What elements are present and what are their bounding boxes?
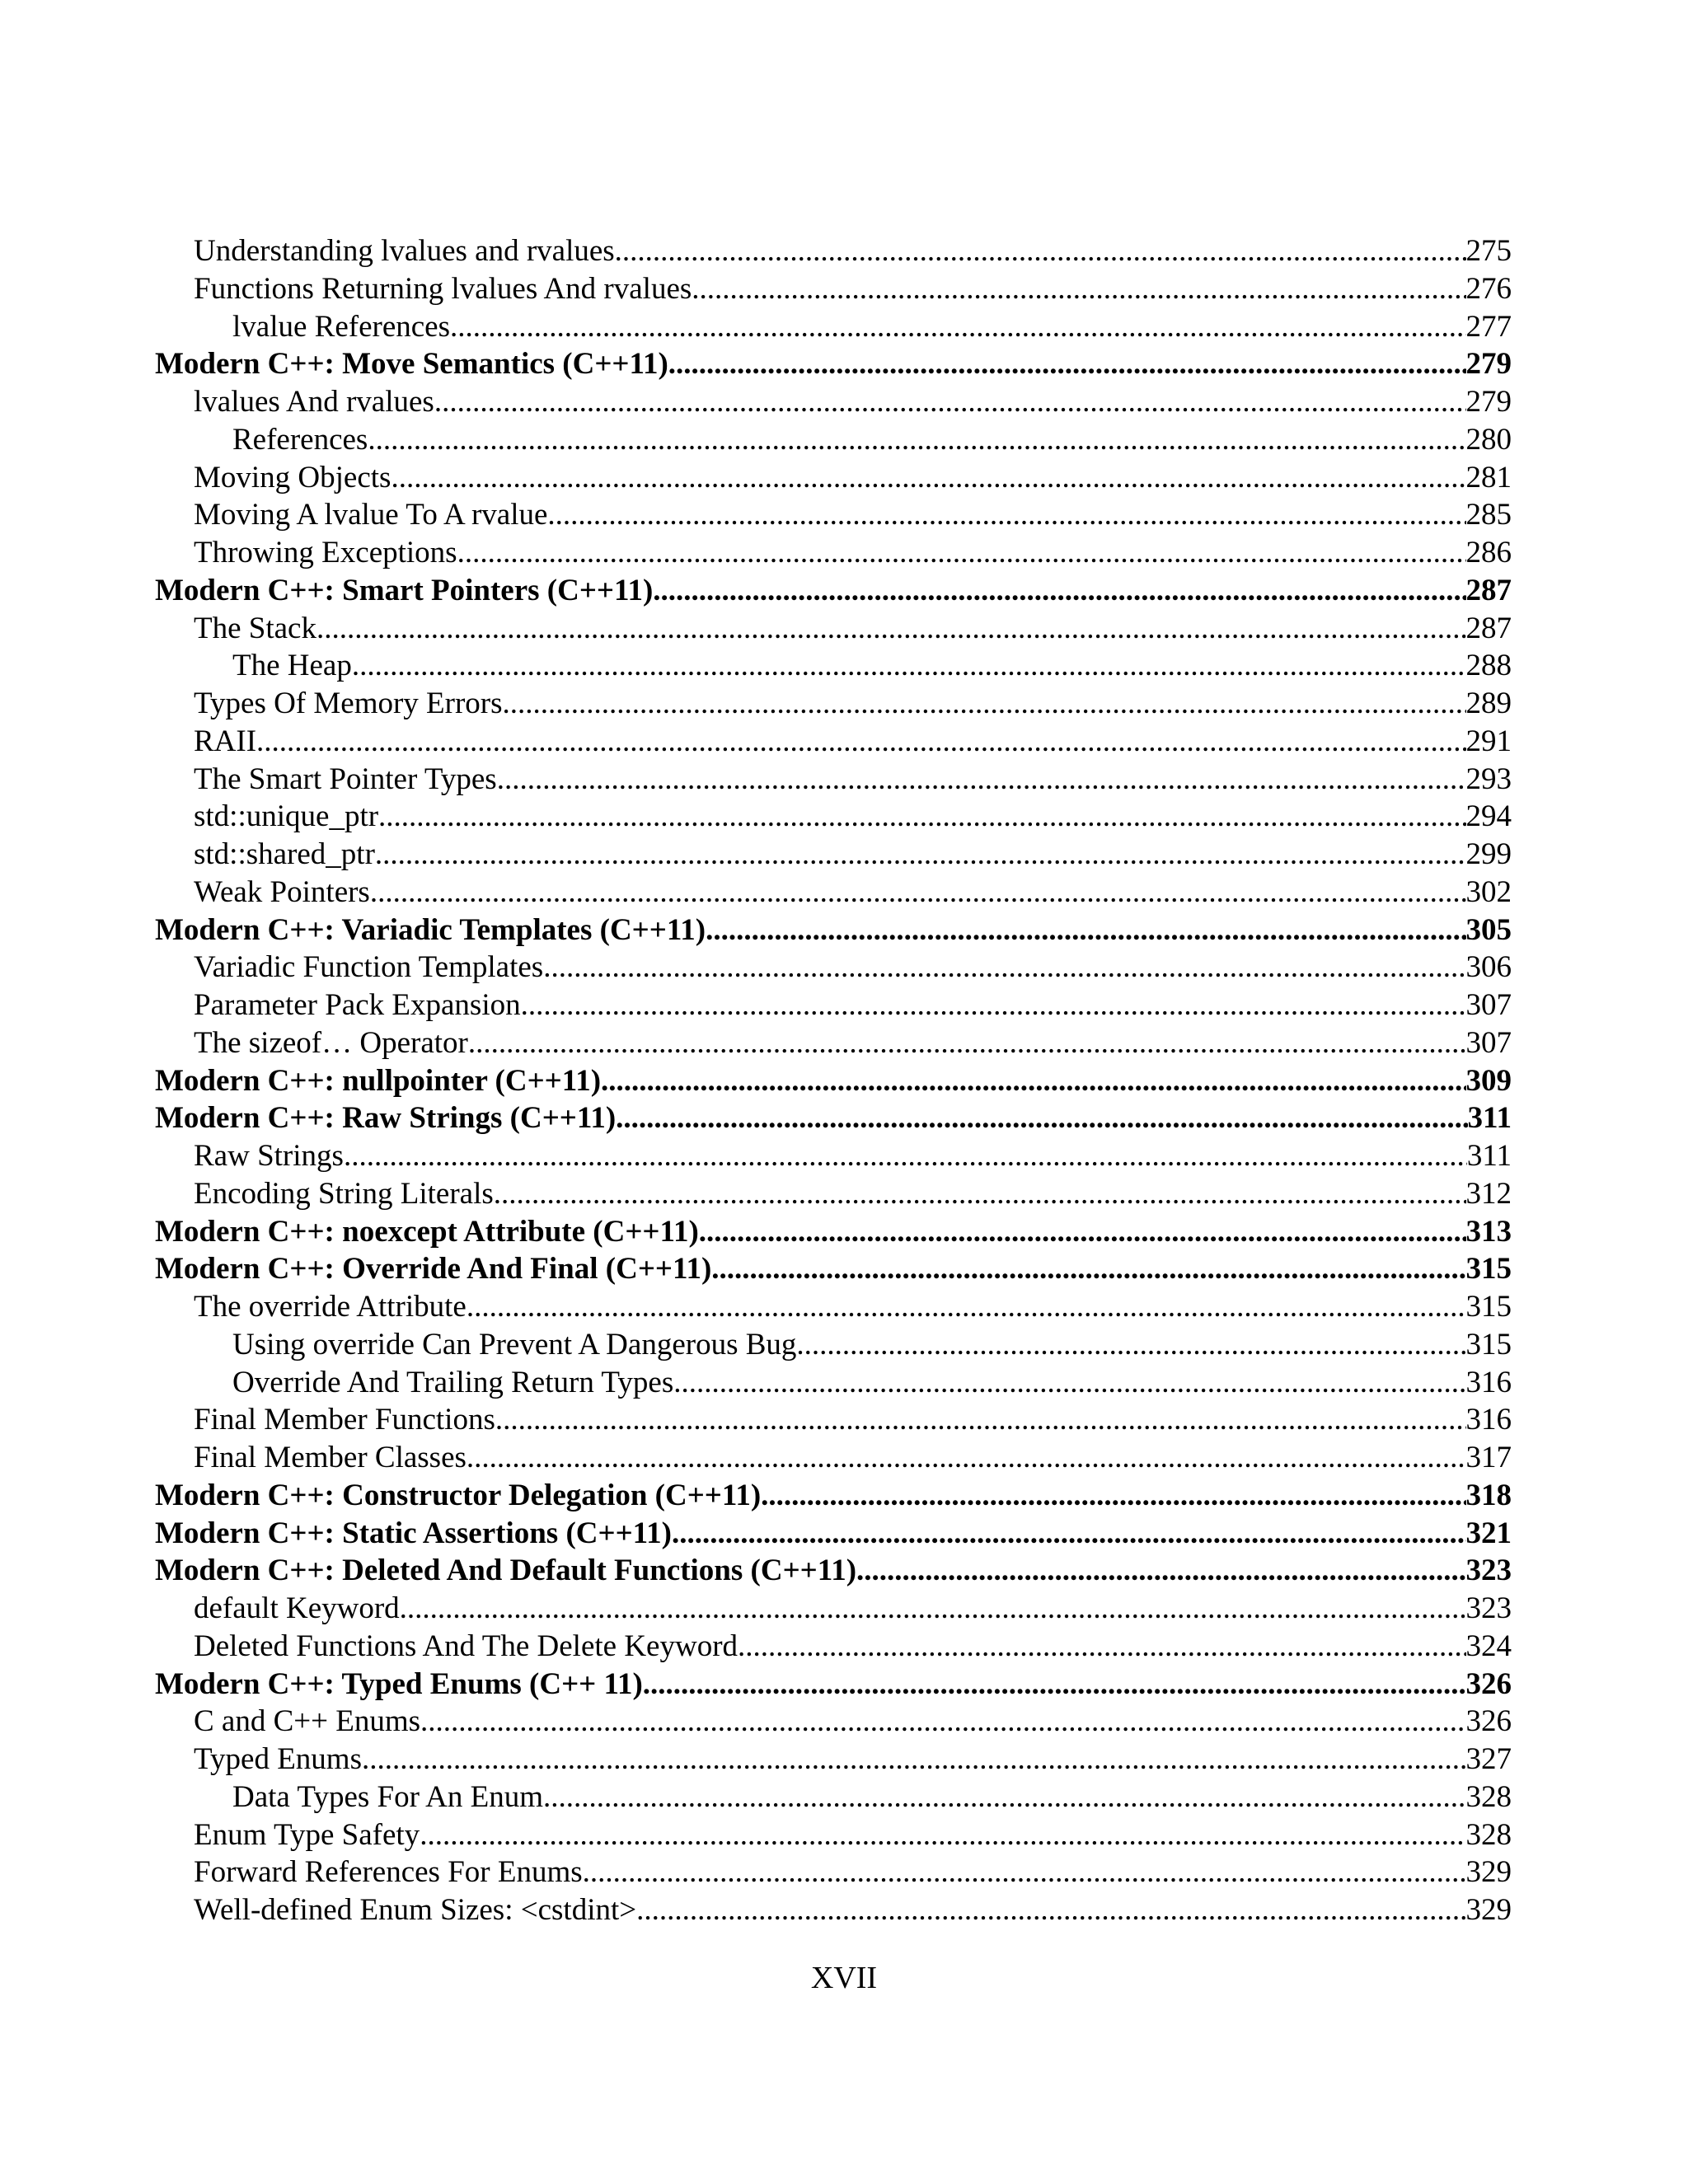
toc-dot-leader: [391, 459, 1465, 497]
toc-dot-leader: [344, 1137, 1467, 1175]
toc-entry-page-number: 293: [1465, 762, 1512, 796]
toc-entry-page-number: 329: [1465, 1893, 1512, 1927]
toc-entry[interactable]: [155, 874, 1512, 912]
toc-entry-title: The Stack: [194, 611, 316, 645]
toc-entry-title: Final Member Classes: [194, 1441, 467, 1474]
toc-entry[interactable]: [155, 1628, 1512, 1666]
toc-entry-page-number: 287: [1465, 611, 1512, 645]
toc-chapter-entry[interactable]: [155, 1099, 1512, 1137]
toc-entry-title: References: [232, 422, 368, 457]
toc-entry-title: lvalues And rvalues: [194, 385, 434, 419]
toc-entry-title: Weak Pointers: [194, 874, 370, 909]
toc-dot-leader: [467, 1439, 1466, 1477]
toc-entry-title: Modern C++: Move Semantics (C++11): [155, 347, 668, 382]
toc-chapter-entry[interactable]: [155, 572, 1512, 610]
toc-chapter-entry[interactable]: [155, 1666, 1512, 1704]
toc-entry-page-number: 280: [1465, 422, 1512, 457]
toc-entry[interactable]: [155, 1364, 1512, 1402]
toc-entry-page-number: 326: [1465, 1704, 1512, 1739]
toc-entry-title: std::shared_ptr: [194, 837, 375, 871]
toc-entry-page-number: 305: [1465, 912, 1512, 947]
toc-dot-leader: [420, 1816, 1465, 1854]
toc-entry-page-number: 307: [1465, 988, 1512, 1022]
toc-entry[interactable]: [155, 1590, 1512, 1628]
toc-entry-page-number: 329: [1465, 1855, 1512, 1890]
toc-dot-leader: [738, 1628, 1465, 1666]
toc-dot-leader: [316, 610, 1466, 648]
toc-entry-title: Modern C++: Constructor Delegation (C++11): [155, 1478, 762, 1512]
toc-dot-leader: [457, 534, 1466, 572]
toc-entry[interactable]: [155, 1741, 1512, 1779]
toc-entry-page-number: 316: [1465, 1365, 1512, 1399]
toc-entry[interactable]: [155, 1401, 1512, 1439]
toc-entry-page-number: 311: [1466, 1139, 1512, 1173]
toc-entry[interactable]: [155, 232, 1512, 270]
toc-entry-page-number: 294: [1465, 799, 1512, 834]
table-of-contents: [155, 232, 1512, 1929]
toc-dot-leader: [668, 345, 1466, 383]
toc-entry-page-number: 307: [1465, 1025, 1512, 1060]
toc-entry-title: Moving A lvalue To A rvalue: [194, 498, 548, 532]
toc-dot-leader: [796, 1326, 1465, 1364]
toc-dot-leader: [547, 496, 1465, 534]
toc-entry[interactable]: [155, 798, 1512, 836]
toc-chapter-entry[interactable]: [155, 345, 1512, 383]
toc-dot-leader: [601, 1062, 1465, 1100]
toc-entry-title: Understanding lvalues and rvalues: [194, 234, 615, 268]
toc-dot-leader: [543, 1779, 1466, 1816]
toc-dot-leader: [375, 836, 1466, 874]
toc-entry-title: default Keyword: [194, 1591, 400, 1625]
toc-chapter-entry[interactable]: [155, 1552, 1512, 1590]
toc-dot-leader: [378, 798, 1465, 836]
toc-dot-leader: [434, 383, 1466, 421]
toc-entry-title: Modern C++: noexcept Attribute (C++11): [155, 1214, 699, 1249]
toc-entry-title: Variadic Function Templates: [194, 950, 544, 985]
toc-dot-leader: [495, 1401, 1466, 1439]
toc-entry-title: Data Types For An Enum: [232, 1779, 543, 1814]
toc-dot-leader: [503, 685, 1466, 723]
toc-entry-title: C and C++ Enums: [194, 1704, 421, 1739]
toc-entry[interactable]: [155, 1326, 1512, 1364]
toc-entry-title: The override Attribute: [194, 1290, 467, 1324]
toc-entry-page-number: 324: [1465, 1629, 1512, 1663]
toc-dot-leader: [672, 1515, 1466, 1553]
toc-entry-title: std::unique_ptr: [194, 799, 379, 834]
toc-entry-page-number: 285: [1465, 498, 1512, 532]
toc-dot-leader: [711, 1250, 1465, 1288]
toc-entry-title: Modern C++: nullpointer (C++11): [155, 1063, 602, 1098]
toc-chapter-entry[interactable]: [155, 1062, 1512, 1100]
toc-entry[interactable]: [155, 1137, 1512, 1175]
toc-entry-page-number: 291: [1465, 724, 1512, 758]
toc-entry-page-number: 279: [1465, 385, 1512, 419]
toc-dot-leader: [497, 761, 1466, 799]
toc-entry[interactable]: [155, 1816, 1512, 1854]
toc-entry[interactable]: [155, 496, 1512, 534]
toc-entry-title: Modern C++: Override And Final (C++11): [155, 1252, 712, 1286]
toc-dot-leader: [370, 874, 1466, 912]
toc-entry-title: Override And Trailing Return Types: [232, 1365, 674, 1399]
toc-entry-title: Moving Objects: [194, 460, 392, 494]
page-number: XVII: [810, 1961, 878, 1995]
toc-entry[interactable]: [155, 723, 1512, 761]
toc-entry-title: Final Member Functions: [194, 1403, 495, 1437]
toc-chapter-entry[interactable]: [155, 912, 1512, 949]
toc-entry[interactable]: [155, 647, 1512, 685]
toc-dot-leader: [583, 1854, 1466, 1891]
toc-dot-leader: [521, 987, 1466, 1024]
toc-dot-leader: [673, 1364, 1465, 1402]
toc-entry-title: Deleted Functions And The Delete Keyword: [194, 1629, 738, 1663]
toc-entry-title: Parameter Pack Expansion: [194, 988, 521, 1022]
toc-entry-page-number: 287: [1465, 573, 1512, 607]
toc-dot-leader: [616, 1099, 1467, 1137]
toc-entry-page-number: 321: [1465, 1516, 1512, 1550]
toc-entry-page-number: 309: [1465, 1063, 1512, 1098]
toc-dot-leader: [420, 1703, 1465, 1741]
toc-entry-page-number: 306: [1465, 950, 1512, 985]
toc-entry-title: Modern C++: Static Assertions (C++11): [155, 1516, 672, 1550]
toc-entry[interactable]: [155, 308, 1512, 346]
toc-entry[interactable]: [155, 534, 1512, 572]
toc-entry-page-number: 299: [1465, 837, 1512, 871]
toc-dot-leader: [467, 1288, 1466, 1326]
toc-entry[interactable]: [155, 987, 1512, 1024]
toc-entry-title: Forward References For Enums: [194, 1855, 583, 1890]
toc-entry-title: The Heap: [232, 649, 352, 683]
toc-entry-page-number: 315: [1465, 1327, 1512, 1361]
toc-entry-page-number: 276: [1465, 271, 1512, 306]
toc-entry[interactable]: [155, 1024, 1512, 1062]
toc-entry-page-number: 328: [1465, 1779, 1512, 1814]
toc-entry-page-number: 318: [1465, 1478, 1512, 1512]
toc-entry[interactable]: [155, 610, 1512, 648]
toc-entry-page-number: 302: [1465, 874, 1512, 909]
toc-chapter-entry[interactable]: [155, 1477, 1512, 1515]
toc-entry-page-number: 316: [1465, 1403, 1512, 1437]
toc-entry-title: Modern C++: Variadic Templates (C++11): [155, 912, 706, 947]
toc-entry[interactable]: [155, 383, 1512, 421]
toc-entry-title: Enum Type Safety: [194, 1817, 420, 1852]
toc-entry-title: Modern C++: Typed Enums (C++ 11): [155, 1666, 643, 1701]
toc-dot-leader: [856, 1552, 1465, 1590]
toc-chapter-entry[interactable]: [155, 1213, 1512, 1251]
toc-entry[interactable]: [155, 836, 1512, 874]
toc-entry[interactable]: [155, 1703, 1512, 1741]
toc-entry[interactable]: [155, 1854, 1512, 1891]
toc-dot-leader: [636, 1891, 1465, 1929]
toc-entry[interactable]: [155, 949, 1512, 987]
toc-dot-leader: [706, 912, 1465, 949]
toc-dot-leader: [761, 1477, 1465, 1515]
toc-entry-page-number: 317: [1465, 1441, 1512, 1474]
toc-dot-leader: [643, 1666, 1466, 1704]
toc-entry[interactable]: [155, 1439, 1512, 1477]
toc-entry-page-number: 275: [1465, 234, 1512, 268]
toc-entry-page-number: 311: [1467, 1101, 1512, 1136]
toc-dot-leader: [692, 270, 1465, 308]
toc-entry-title: The Smart Pointer Types: [194, 762, 497, 796]
toc-dot-leader: [468, 1024, 1466, 1062]
toc-dot-leader: [450, 308, 1466, 346]
toc-entry-title: Modern C++: Deleted And Default Functions (C++11): [155, 1554, 857, 1588]
toc-entry-title: Types Of Memory Errors: [194, 687, 503, 720]
toc-entry-page-number: 277: [1465, 309, 1512, 344]
toc-dot-leader: [256, 723, 1465, 761]
toc-entry[interactable]: [155, 270, 1512, 308]
toc-dot-leader: [494, 1175, 1466, 1213]
toc-dot-leader: [352, 647, 1466, 685]
toc-entry-title: Throwing Exceptions: [194, 536, 457, 569]
toc-entry-page-number: 279: [1465, 347, 1512, 382]
toc-entry[interactable]: [155, 685, 1512, 723]
toc-entry[interactable]: [155, 1891, 1512, 1929]
toc-dot-leader: [368, 421, 1465, 459]
toc-entry-page-number: 289: [1465, 687, 1512, 720]
toc-dot-leader: [543, 949, 1465, 987]
toc-entry-title: Modern C++: Smart Pointers (C++11): [155, 573, 654, 607]
toc-entry[interactable]: [155, 1288, 1512, 1326]
toc-entry-title: Functions Returning lvalues And rvalues: [194, 271, 692, 306]
toc-entry[interactable]: [155, 1779, 1512, 1816]
toc-dot-leader: [400, 1590, 1466, 1628]
toc-entry-page-number: 323: [1465, 1591, 1512, 1625]
toc-entry-page-number: 323: [1465, 1554, 1512, 1588]
toc-entry-page-number: 326: [1465, 1666, 1512, 1701]
toc-dot-leader: [653, 572, 1465, 610]
toc-entry-page-number: 315: [1465, 1252, 1512, 1286]
toc-entry-title: Encoding String Literals: [194, 1176, 494, 1211]
toc-entry-page-number: 312: [1465, 1176, 1512, 1211]
toc-entry-title: Well-defined Enum Sizes: <cstdint>: [194, 1893, 637, 1927]
toc-entry-page-number: 328: [1465, 1817, 1512, 1852]
toc-entry-title: Raw Strings: [194, 1139, 344, 1173]
toc-entry-title: RAII: [194, 724, 257, 758]
toc-chapter-entry[interactable]: [155, 1250, 1512, 1288]
toc-entry-title: The sizeof… Operator: [194, 1025, 468, 1060]
toc-dot-leader: [699, 1213, 1466, 1251]
toc-chapter-entry[interactable]: [155, 1515, 1512, 1553]
toc-entry-title: lvalue References: [232, 309, 450, 344]
toc-dot-leader: [362, 1741, 1466, 1779]
toc-entry-title: Typed Enums: [194, 1742, 362, 1776]
toc-entry-page-number: 288: [1465, 649, 1512, 683]
toc-dot-leader: [615, 232, 1466, 270]
toc-entry-page-number: 327: [1465, 1742, 1512, 1776]
toc-entry-page-number: 281: [1465, 460, 1512, 494]
toc-entry[interactable]: [155, 761, 1512, 799]
toc-entry-title: Modern C++: Raw Strings (C++11): [155, 1101, 617, 1136]
toc-entry-page-number: 315: [1465, 1290, 1512, 1324]
toc-entry[interactable]: [155, 421, 1512, 459]
toc-entry-page-number: 286: [1465, 536, 1512, 569]
toc-entry-title: Using override Can Prevent A Dangerous Bug: [232, 1327, 797, 1361]
toc-entry[interactable]: [155, 1175, 1512, 1213]
toc-entry[interactable]: [155, 459, 1512, 497]
toc-entry-page-number: 313: [1465, 1214, 1512, 1249]
